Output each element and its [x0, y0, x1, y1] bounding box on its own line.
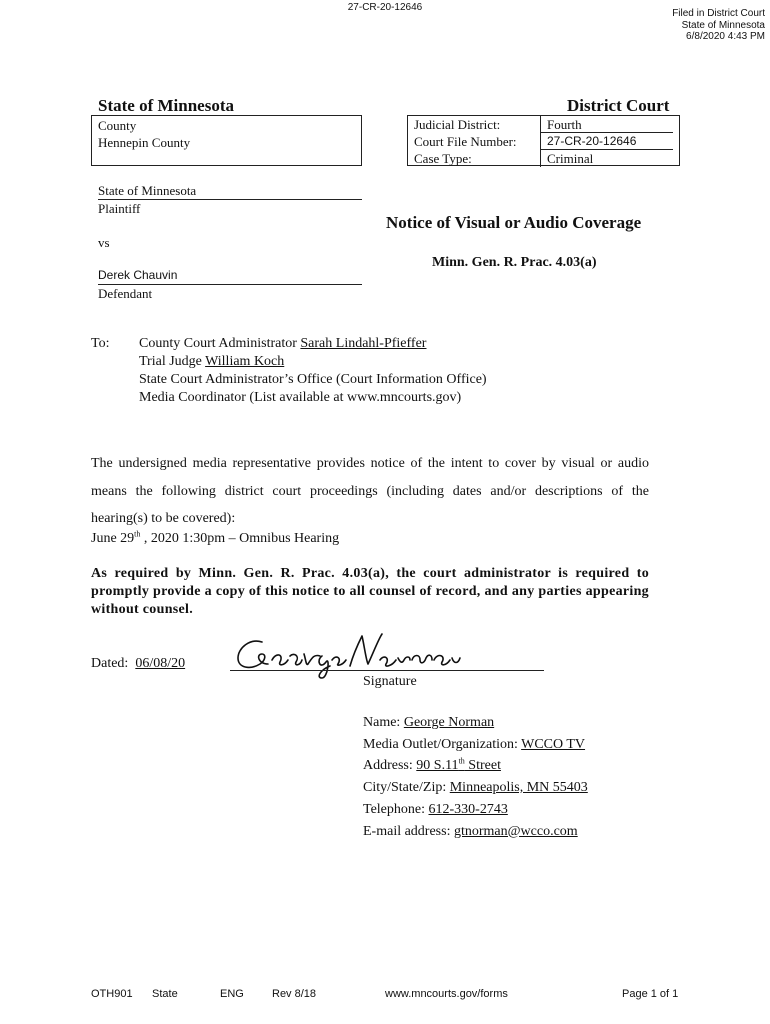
- versus-text: vs: [98, 235, 110, 250]
- dated-row: [91, 656, 185, 672]
- trial-judge-name: William Koch: [205, 354, 285, 369]
- handwritten-signature: [232, 630, 462, 680]
- footer-revision: Rev 8/18: [272, 988, 317, 1000]
- filed-line-3: 6/8/2020 4:43 PM: [686, 31, 765, 42]
- defendant-name: Derek Chauvin: [98, 268, 178, 282]
- hearing-details: , 2020 1:30pm – Omnibus Hearing: [140, 531, 340, 546]
- case-type-value: Criminal: [540, 150, 673, 167]
- dated-value: 06/08/20: [135, 656, 186, 671]
- judicial-district-label: Judicial District:: [414, 117, 501, 132]
- address-ordinal: th: [458, 756, 465, 766]
- contact-name-row: [363, 712, 588, 734]
- plaintiff-label: Plaintiff: [98, 201, 141, 216]
- plaintiff-divider: [98, 199, 362, 200]
- signature-label: Signature: [363, 674, 417, 689]
- contact-phone-row: [363, 799, 588, 821]
- court-administrator-name: Sarah Lindahl-Pfieffer: [300, 336, 427, 351]
- footer-page-number: Page 1 of 1: [622, 988, 679, 1000]
- city-value: Minneapolis, MN 55403: [449, 780, 588, 796]
- address-street-suffix: Street: [464, 758, 501, 774]
- plaintiff-name: State of Minnesota: [98, 183, 197, 198]
- address-label: Address:: [363, 758, 417, 774]
- name-label: Name:: [363, 715, 404, 730]
- defendant-label: Defendant: [98, 286, 153, 301]
- case-info-box: [407, 115, 680, 166]
- county-label: County: [98, 118, 137, 133]
- court-file-row: [414, 133, 673, 150]
- hearing-line: [91, 531, 339, 547]
- hearing-date: June 29: [91, 531, 135, 546]
- address-value: [416, 758, 501, 773]
- recipient-trial-judge: [139, 353, 487, 371]
- contact-info: [363, 712, 588, 842]
- email-label: E-mail address:: [363, 823, 454, 839]
- footer-language: ENG: [220, 988, 244, 1000]
- filed-line-2: State of Minnesota: [681, 19, 765, 31]
- to-label: To:: [91, 336, 110, 351]
- dated-label: Dated:: [91, 656, 129, 671]
- filed-line-1: Filed in District Court: [672, 8, 765, 19]
- county-value: Hennepin County: [98, 135, 191, 150]
- recipient-line-2-prefix: Trial Judge: [139, 354, 206, 369]
- header-file-number: 27-CR-20-12646: [347, 2, 423, 13]
- signature-line: [230, 670, 544, 671]
- defendant-divider: [98, 284, 362, 285]
- phone-label: Telephone:: [363, 801, 429, 817]
- judicial-district-value: Fourth: [540, 116, 673, 133]
- required-notice: As required by Minn. Gen. R. Prac. 4.03(a), the court administrator is required to promptly provide a copy of this notice to all counsel of record, and any parties appearing without counsel.: [91, 566, 649, 617]
- notice-title: Notice of Visual or Audio Coverage: [386, 213, 642, 232]
- rule-citation: Minn. Gen. R. Prac. 4.03(a): [432, 255, 597, 270]
- recipient-media-coordinator: Media Coordinator (List available at www.mncourts.gov): [139, 390, 462, 405]
- case-type-row: [414, 150, 673, 167]
- footer-url[interactable]: www.mncourts.gov/forms: [385, 988, 508, 1000]
- intent-paragraph: The undersigned media representative provides notice of the intent to cover by visual or audio means the following district court proceedings (including dates and/or descriptions of the hearing(s) to be covered):: [91, 456, 649, 526]
- contact-address-row: [363, 755, 588, 777]
- county-box: [91, 115, 362, 166]
- judicial-district-row: [414, 116, 673, 133]
- state-title: State of Minnesota: [98, 96, 234, 115]
- recipient-state-office: State Court Administrator’s Office (Court Information Office): [139, 372, 487, 387]
- footer-form-code: OTH901: [91, 988, 133, 1000]
- contact-city-row: [363, 777, 588, 799]
- name-value: George Norman: [403, 715, 495, 730]
- outlet-value: WCCO TV: [521, 736, 586, 752]
- footer-scope: State: [152, 988, 178, 1000]
- recipient-court-administrator: [139, 335, 487, 353]
- email-value: gtnorman@wcco.com: [453, 823, 578, 839]
- recipient-line-1-prefix: County Court Administrator: [139, 336, 301, 351]
- contact-outlet-row: [363, 734, 588, 756]
- case-type-label: Case Type:: [414, 151, 472, 166]
- outlet-label: Media Outlet/Organization:: [363, 736, 522, 752]
- court-file-value: 27-CR-20-12646: [540, 133, 673, 150]
- contact-email-row: [363, 821, 588, 843]
- court-title: District Court: [567, 96, 670, 115]
- phone-value: 612-330-2743: [428, 801, 508, 817]
- address-street-number: 90 S.11: [416, 758, 459, 774]
- hearing-date-suffix: th: [134, 529, 141, 539]
- city-label: City/State/Zip:: [363, 780, 450, 796]
- filed-stamp: [672, 8, 765, 43]
- court-file-label: Court File Number:: [414, 134, 517, 149]
